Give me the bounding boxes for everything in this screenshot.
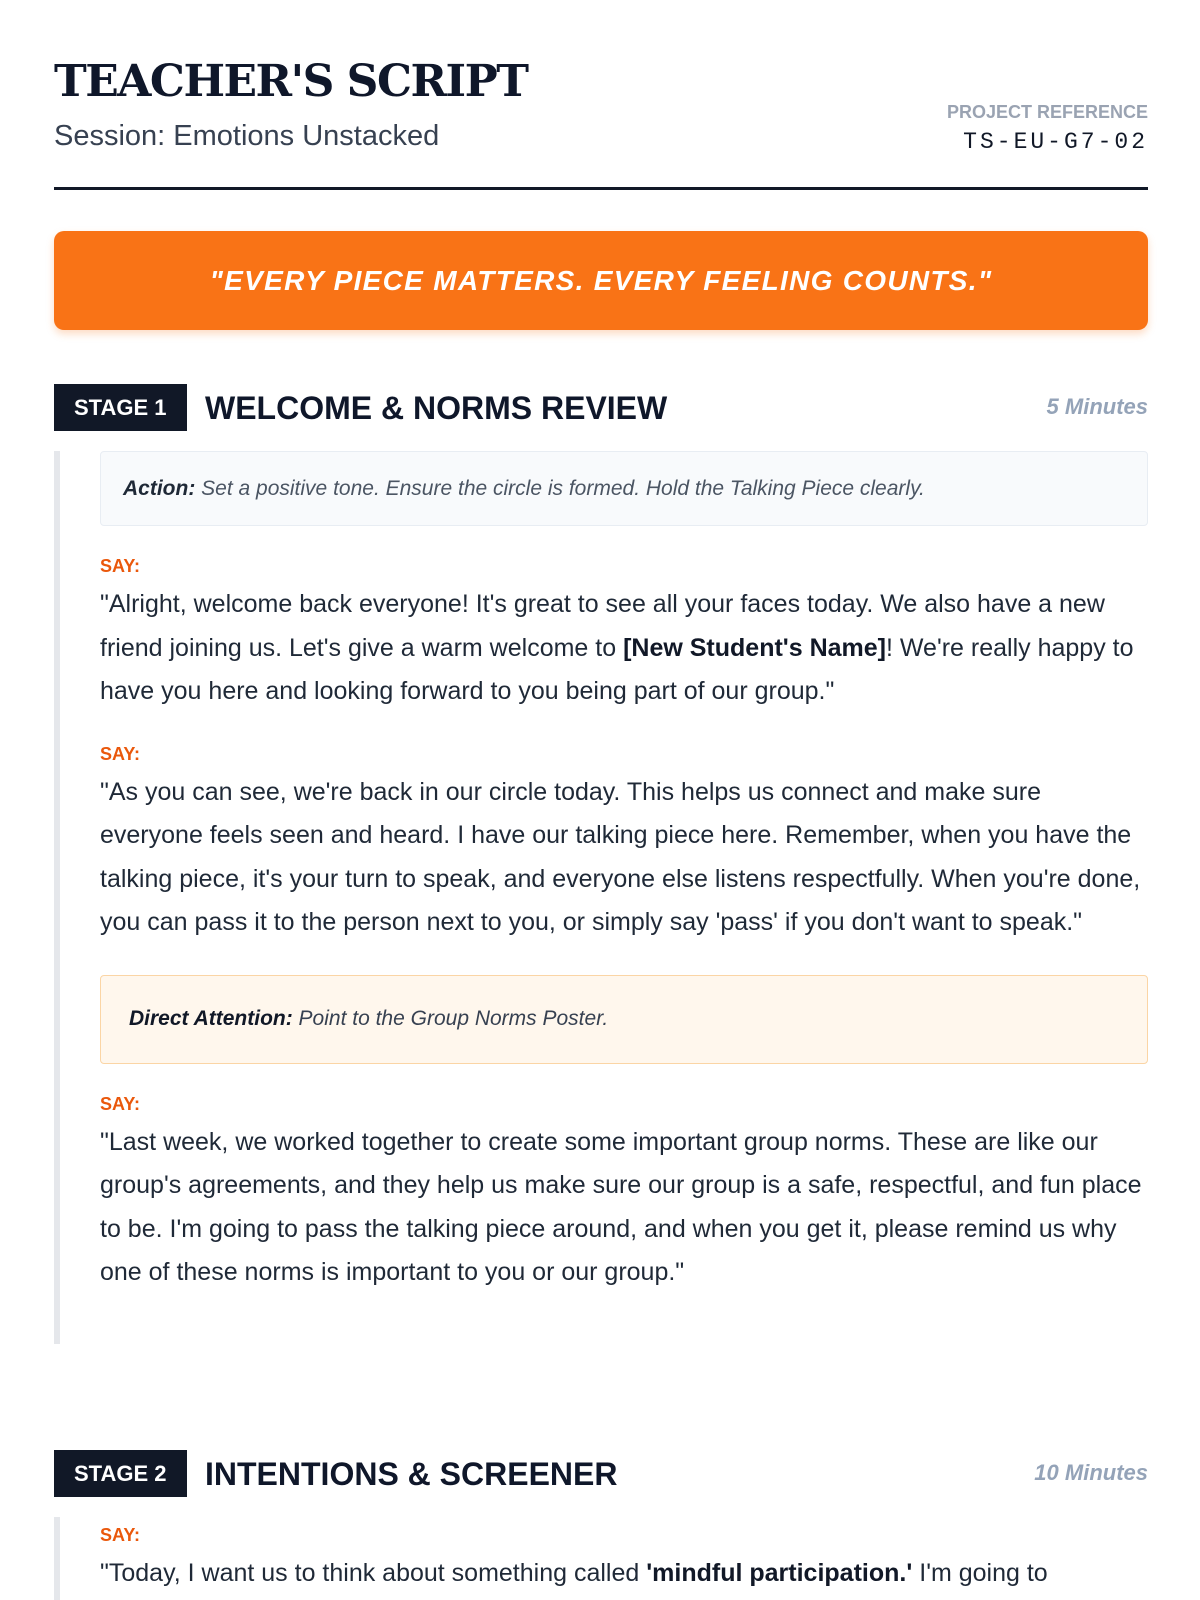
motto-text: "EVERY PIECE MATTERS. EVERY FEELING COUNTS." xyxy=(209,264,993,296)
say-block xyxy=(100,744,1148,945)
say-label: SAY: xyxy=(100,743,141,764)
stage-1-body xyxy=(54,451,1148,1344)
stage-2-badge: STAGE 2 xyxy=(54,1450,187,1497)
say-block xyxy=(100,1094,1148,1295)
stage-1-duration: 5 Minutes xyxy=(1046,394,1148,419)
new-student-placeholder: [New Student's Name] xyxy=(623,633,887,662)
say-text: "Alright, welcome back everyone! It's great to see all your faces today. We also have a new friend joining us. Let's give a warm welcome to [New Student's Name]! We're really happy to have you here and looking forward to you being part of our group." xyxy=(100,590,1134,705)
direct-attention-label: Direct Attention: xyxy=(129,1007,293,1030)
say-label: SAY: xyxy=(100,1525,141,1545)
stage-1-badge: STAGE 1 xyxy=(54,384,187,431)
say-block xyxy=(100,556,1148,714)
say-label: SAY: xyxy=(100,1093,141,1114)
project-reference-code: TS-EU-G7-02 xyxy=(963,129,1148,155)
document-header xyxy=(54,0,1148,190)
say-text: "As you can see, we're back in our circle today. This helps us connect and make sure everyone feels seen and heard. I have our talking piece here. Remember, when you have the talking piece, it's your turn to speak, and everyone else listens respectfully. When you're done, you can pass it to the person next to you, or simply say 'pass' if you don't want to speak." xyxy=(100,777,1141,936)
direct-attention-text: Point to the Group Norms Poster. xyxy=(292,1007,609,1030)
project-reference xyxy=(947,102,1148,155)
say-label: SAY: xyxy=(100,556,141,576)
session-subtitle: Session: Emotions Unstacked xyxy=(54,120,440,152)
action-text: Set a positive tone. Ensure the circle is formed. Hold the Talking Piece clearly. xyxy=(195,476,925,500)
stage-2-title: INTENTIONS & SCREENER xyxy=(205,1456,618,1492)
say-block xyxy=(100,1525,1148,1596)
direct-attention-note xyxy=(100,975,1148,1064)
action-note xyxy=(100,451,1148,526)
stage-2-header xyxy=(54,1450,1148,1497)
stage-1-title: WELCOME & NORMS REVIEW xyxy=(205,390,668,426)
motto-banner xyxy=(54,231,1148,330)
project-reference-label: PROJECT REFERENCE xyxy=(946,102,1148,122)
document-page xyxy=(54,0,1148,1587)
stage-2-duration: 10 Minutes xyxy=(1034,1460,1148,1485)
say-text: "Last week, we worked together to create some important group norms. These are like our group's agreements, and they help us make sure our group is a safe, respectful, and fun place to be. I'm going to pass the talking piece around, and when you get it, please remind us why one of these norms is important to you or our group." xyxy=(100,1127,1142,1286)
page-title: TEACHER'S SCRIPT xyxy=(54,56,528,107)
say-text: "Today, I want us to think about something called 'mindful participation.' I'm going to xyxy=(100,1559,1048,1587)
mindful-participation-term: 'mindful participation.' xyxy=(646,1559,913,1587)
action-label: Action: xyxy=(123,476,196,500)
stage-2-body xyxy=(54,1517,1148,1600)
stage-1-header xyxy=(54,384,1148,431)
